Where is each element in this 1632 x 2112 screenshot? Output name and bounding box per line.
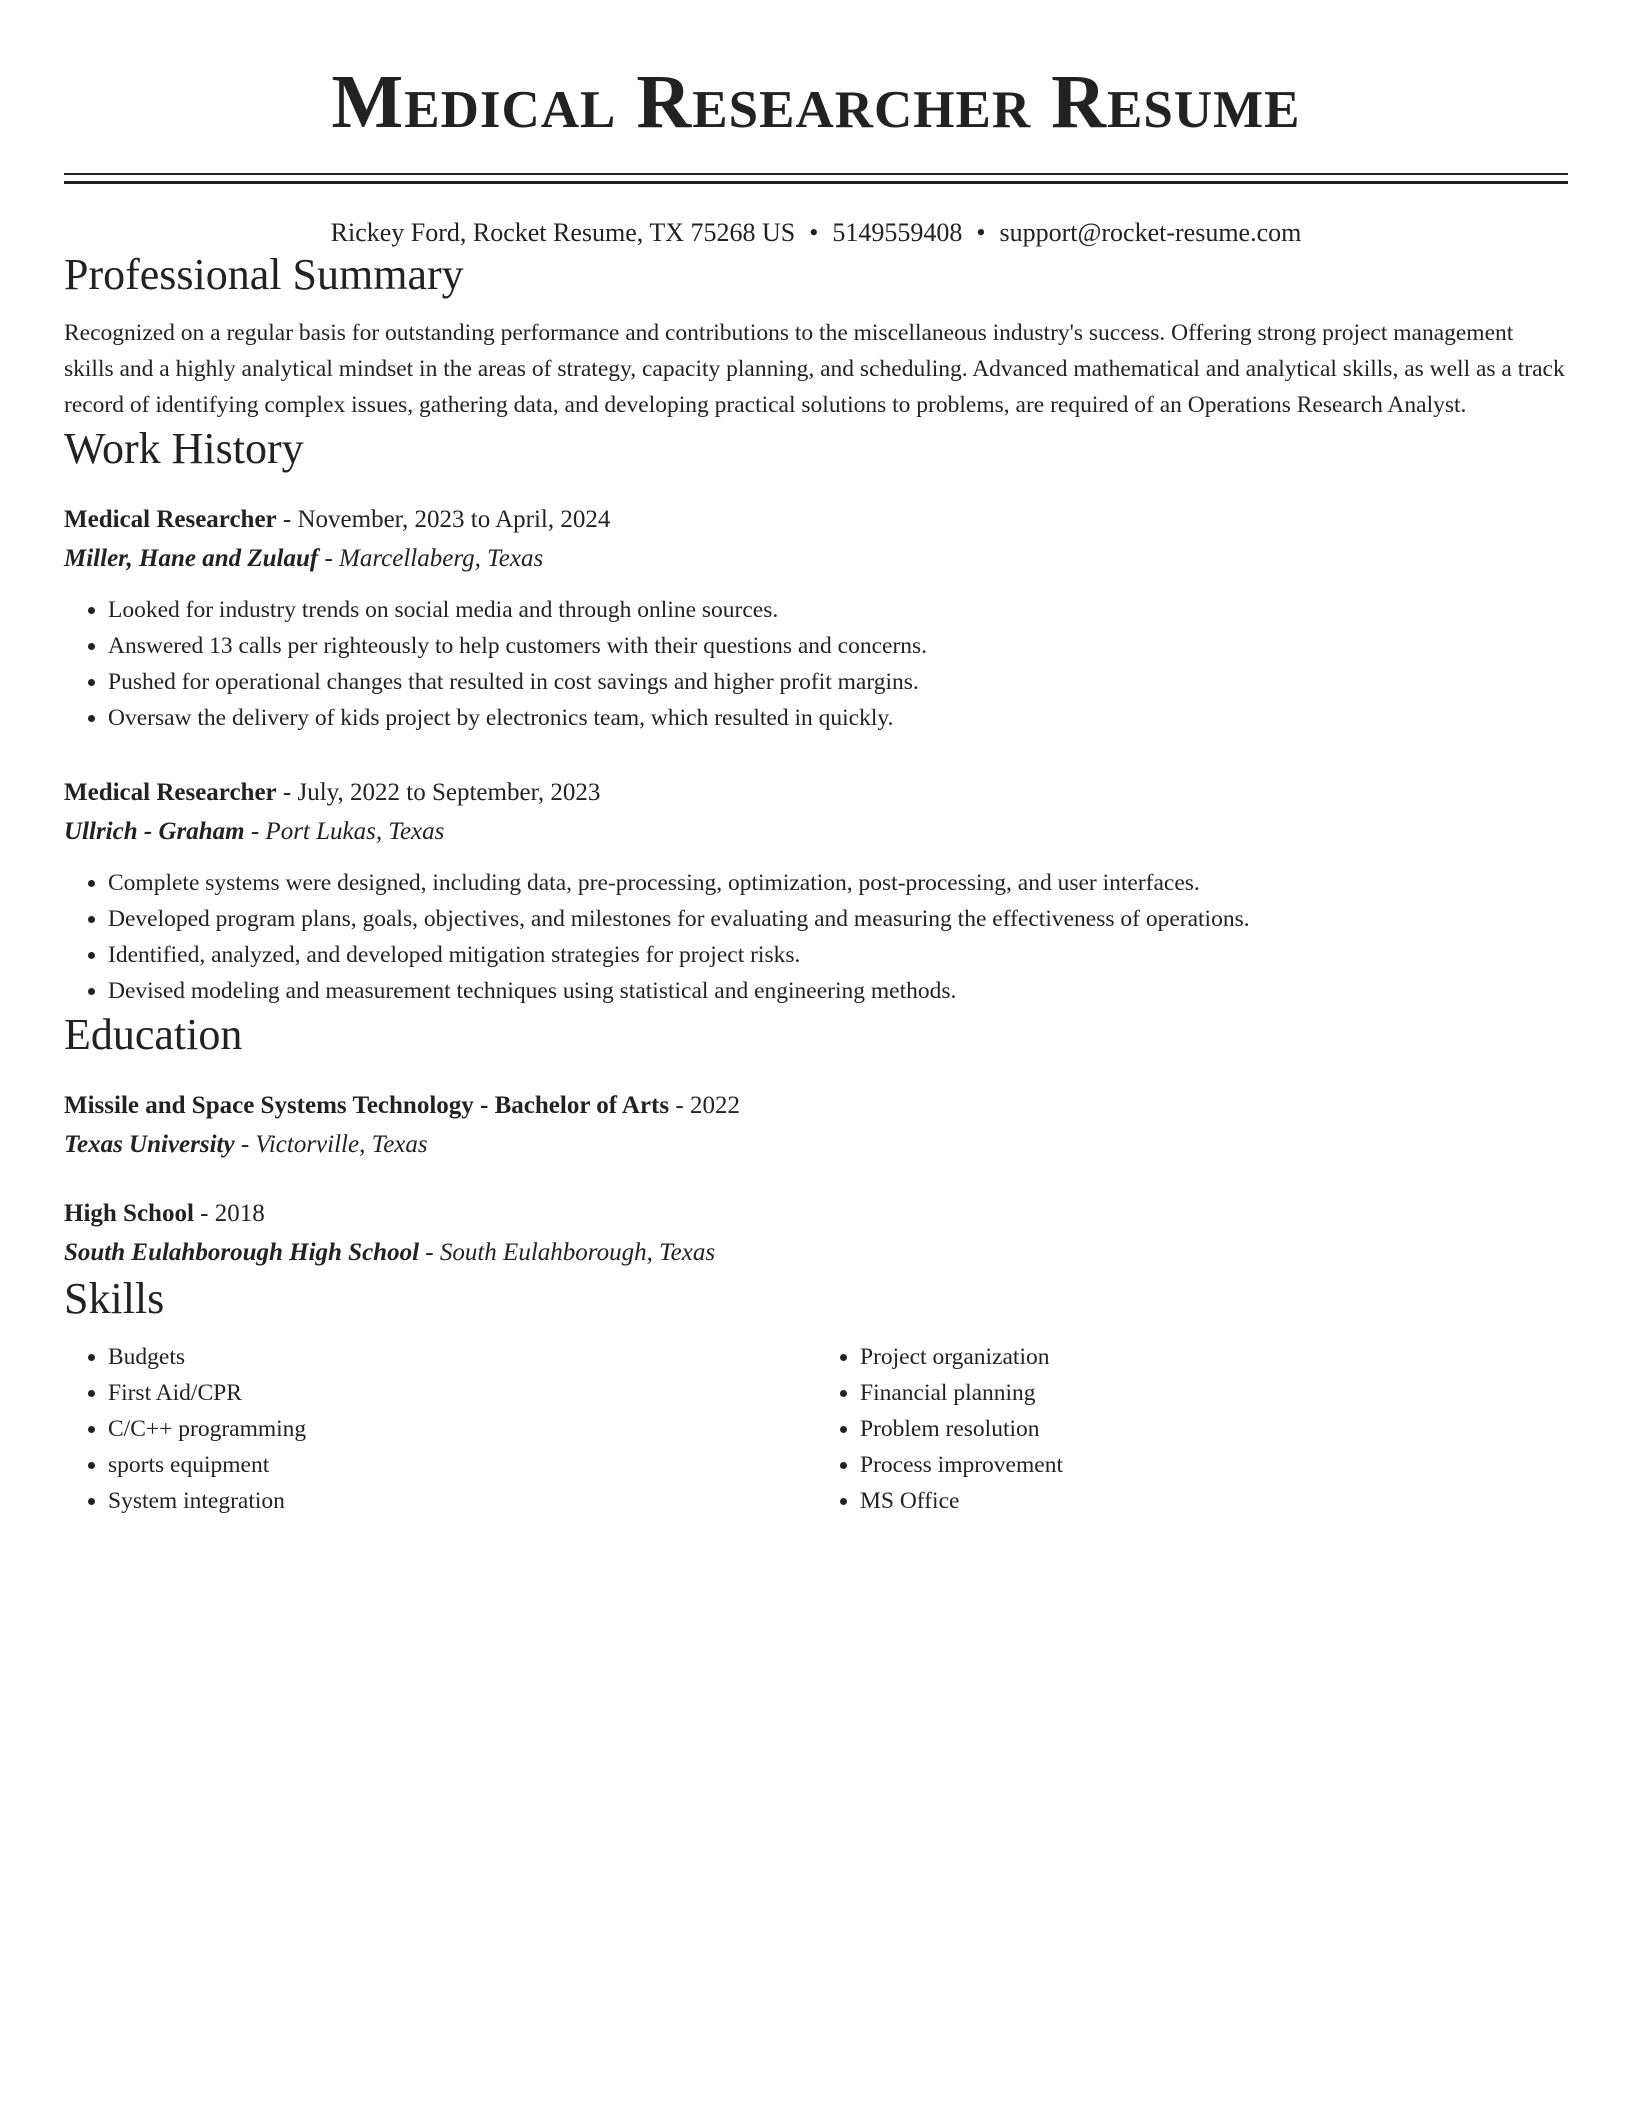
title-divider-top (64, 173, 1568, 175)
job-bullet: • Developed program plans, goals, objectives, and milestones for evaluating and measuring the effectiveness of operations. (108, 901, 1568, 937)
job-dates: - July, 2022 to September, 2023 (276, 779, 601, 806)
summary-text: Recognized on a regular basis for outstanding performance and contributions to the miscellaneous industry's success. Offering strong project management skills and a highly analytical mindset in the areas of strategy, capacity planning, and scheduling. Advanced mathematical and analytical skills, as well as a track record of identifying complex issues, gathering data, and developing practical solutions to problems, are required of an Operations Research Analyst. (64, 320, 1565, 418)
education-year: - 2018 (193, 1200, 265, 1227)
skill-item: • C/C++ programming (108, 1411, 816, 1447)
job-location: - Marcellaberg, Texas (318, 545, 544, 572)
education-location: - Victorville, Texas (234, 1131, 428, 1158)
education-school: Texas University (64, 1131, 235, 1158)
skill-item: • Budgets (108, 1339, 816, 1375)
education-entry (64, 1195, 1568, 1273)
job-title-line (64, 774, 1568, 812)
job-entry (64, 774, 1568, 1009)
job-bullet: • Pushed for operational changes that resulted in cost savings and higher profit margins. (108, 664, 1568, 700)
skills-grid (64, 1339, 1568, 1519)
job-bullet: • Identified, analyzed, and developed mitigation strategies for project risks. (108, 937, 1568, 973)
education-school-line (64, 1233, 1568, 1273)
education-school: South Eulahborough High School (64, 1239, 420, 1266)
work-history-heading: Work History (64, 424, 304, 473)
skills-heading: Skills (64, 1274, 165, 1323)
job-bullet: • Looked for industry trends on social media and through online sources. (108, 592, 1568, 628)
job-bullet: • Oversaw the delivery of kids project by electronics team, which resulted in quickly. (108, 700, 1568, 736)
job-title: Medical Researcher (64, 779, 277, 806)
skill-item: • System integration (108, 1483, 816, 1519)
education-heading: Education (64, 1010, 243, 1059)
job-company: Miller, Hane and Zulauf (64, 545, 319, 572)
contact-address: Rickey Ford, Rocket Resume, TX 75268 US (330, 218, 796, 247)
education-degree: High School (64, 1200, 194, 1227)
skill-item: • Financial planning (860, 1375, 1568, 1411)
job-dates: - November, 2023 to April, 2024 (276, 506, 611, 533)
job-title: Medical Researcher (64, 506, 277, 533)
contact-separator: • (976, 218, 986, 247)
job-bullet: • Devised modeling and measurement techniques using statistical and engineering methods. (108, 973, 1568, 1009)
summary-heading: Professional Summary (64, 250, 464, 299)
skill-item: • sports equipment (108, 1447, 816, 1483)
job-company-line (64, 812, 1568, 852)
education-school-line (64, 1125, 1568, 1165)
education-degree: Missile and Space Systems Technology - Bachelor of Arts (64, 1092, 670, 1119)
education-degree-line (64, 1195, 1568, 1233)
skill-item: • First Aid/CPR (108, 1375, 816, 1411)
contact-email: support@rocket-resume.com (999, 218, 1302, 247)
education-degree-line (64, 1087, 1568, 1125)
job-bullet: • Complete systems were designed, including data, pre-processing, optimization, post-processing, and user interfaces. (108, 865, 1568, 901)
skills-column-left (64, 1339, 816, 1519)
skill-item: • MS Office (860, 1483, 1568, 1519)
job-bullets (64, 592, 1568, 736)
job-entry (64, 501, 1568, 736)
skill-item: • Process improvement (860, 1447, 1568, 1483)
skill-item: • Project organization (860, 1339, 1568, 1375)
job-bullet: • Answered 13 calls per righteously to help customers with their questions and concerns. (108, 628, 1568, 664)
skill-item: • Problem resolution (860, 1411, 1568, 1447)
education-location: - South Eulahborough, Texas (419, 1239, 716, 1266)
job-location: - Port Lukas, Texas (244, 818, 445, 845)
title-divider-bottom (64, 181, 1568, 184)
page-title: Medical Researcher Resume (331, 60, 1301, 144)
job-company: Ullrich - Graham (64, 818, 245, 845)
education-year: - 2022 (669, 1092, 740, 1119)
job-title-line (64, 501, 1568, 539)
contact-separator: • (809, 218, 819, 247)
education-entry (64, 1087, 1568, 1165)
contact-line (64, 217, 1568, 249)
job-company-line (64, 539, 1568, 579)
skills-column-right (816, 1339, 1568, 1519)
job-bullets (64, 865, 1568, 1009)
contact-phone: 5149559408 (832, 218, 963, 247)
